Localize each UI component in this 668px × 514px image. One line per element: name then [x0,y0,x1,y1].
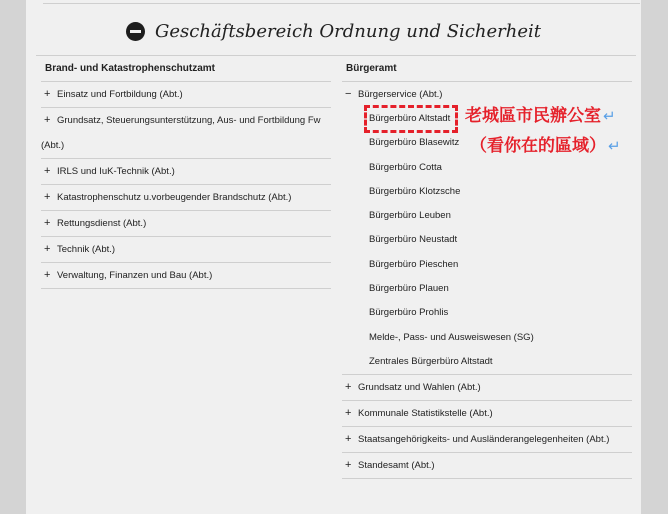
expand-plus-icon[interactable]: + [345,381,352,394]
expand-plus-icon[interactable]: + [44,88,51,100]
page-panel [26,0,641,514]
return-icon: ↵ [608,138,621,155]
sub-item[interactable]: Melde-, Pass- und Ausweiswesen (SG) [369,331,534,343]
left-item[interactable]: + Katastrophenschutz u.vorbeugender Brandschutz (Abt.) [41,185,331,211]
expand-plus-icon[interactable]: + [345,407,352,420]
section-header[interactable] [26,16,641,46]
right-item[interactable]: + Kommunale Statistikstelle (Abt.) [342,401,632,427]
collapse-minus-icon[interactable]: − [345,88,352,100]
sub-item[interactable]: Bürgerbüro Neustadt [369,234,458,246]
sub-item[interactable]: Bürgerbüro Leuben [369,210,451,222]
left-item[interactable]: + Einsatz und Fortbildung (Abt.) [41,82,331,108]
expand-plus-icon[interactable]: + [44,114,51,126]
sub-item[interactable]: Bürgerbüro Klotzsche [369,185,461,197]
return-icon: ↵ [603,108,616,125]
left-column-heading: Brand- und Katastrophenschutzamt [41,56,331,82]
sub-item[interactable]: Bürgerbüro Pieschen [369,258,459,270]
sub-item[interactable]: Bürgerbüro Plauen [369,283,449,295]
expand-plus-icon[interactable]: + [44,217,51,229]
highlight-box: Bürgerbüro Altstadt [369,107,450,131]
left-item[interactable]: + Grundsatz, Steuerungsunterstützung, Aus- und Fortbildung Fw (Abt.) [41,108,331,159]
expand-plus-icon[interactable]: + [44,269,51,281]
right-column-heading: Bürgeramt [342,56,632,82]
left-item[interactable]: + Verwaltung, Finanzen und Bau (Abt.) [41,263,331,289]
right-item[interactable]: + Grundsatz und Wahlen (Abt.) [342,375,632,401]
expanded-item-buergerservice[interactable]: − Bürgerservice (Abt.) [342,82,632,107]
expand-plus-icon[interactable]: + [44,243,51,255]
left-item[interactable]: + IRLS und IuK-Technik (Abt.) [41,159,331,185]
left-item[interactable]: + Technik (Abt.) [41,237,331,263]
left-column [41,56,331,289]
expand-plus-icon[interactable]: + [345,433,352,446]
sub-item[interactable]: Bürgerbüro Cotta [369,161,442,173]
annotation-line-1: 老城區市民辦公室 ↵ [465,106,616,125]
left-item[interactable]: + Rettungsdienst (Abt.) [41,211,331,237]
expand-plus-icon[interactable]: + [44,165,51,177]
page-title: Geschäftsbereich Ordnung und Sicherheit [155,20,541,42]
expand-plus-icon[interactable]: + [44,191,51,203]
top-divider [43,3,640,4]
right-item[interactable]: + Staatsangehörigkeits- und Ausländerangelegenheiten (Abt.) [342,427,632,453]
sub-item[interactable]: Bürgerbüro Blasewitz [369,137,460,149]
right-item[interactable]: + Standesamt (Abt.) [342,453,632,479]
expand-plus-icon[interactable]: + [345,459,352,472]
collapse-circle-icon[interactable] [126,22,145,41]
annotation-line-2: （看你在的區域） ↵ [470,136,621,155]
sub-item[interactable]: Bürgerbüro Prohlis [369,307,449,319]
sub-item[interactable]: Zentrales Bürgerbüro Altstadt [342,350,632,375]
